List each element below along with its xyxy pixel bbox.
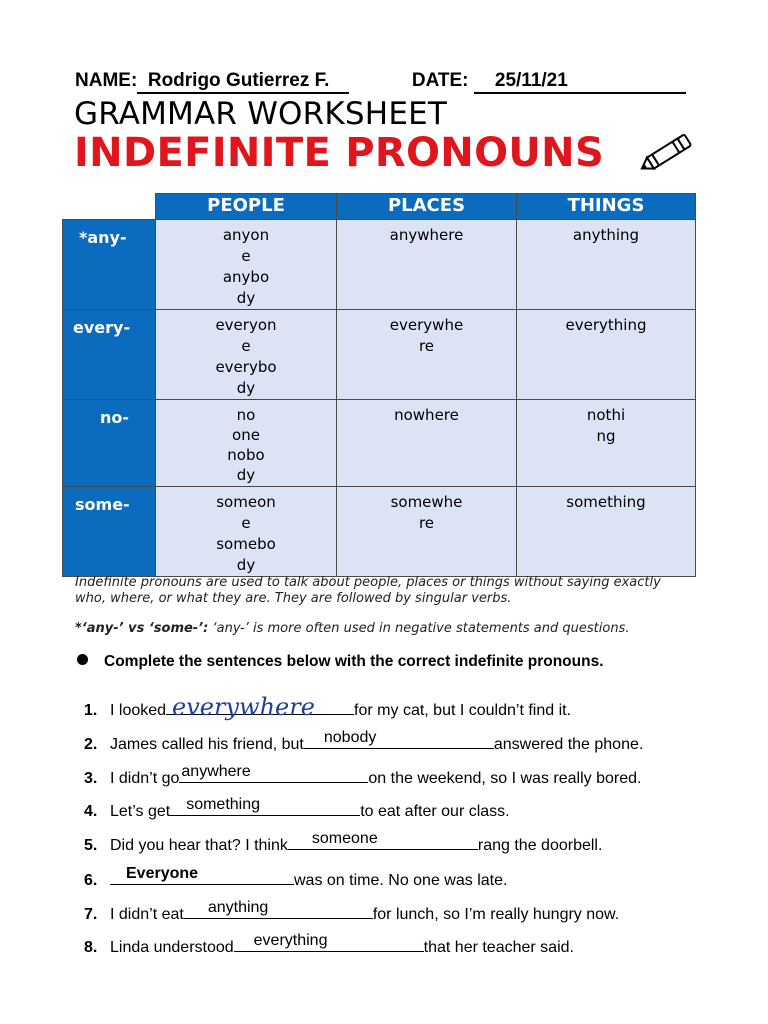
row-header-every: every- xyxy=(63,309,156,399)
answer-blank[interactable]: something xyxy=(170,815,360,816)
worksheet-title: GRAMMAR WORKSHEET xyxy=(74,96,448,132)
table-cell: everything xyxy=(517,309,696,399)
sentence-3: 3. I didn’t go anywhere on the weekend, so I was really bored. xyxy=(84,763,642,787)
definition-note: Indefinite pronouns are used to talk about people, places or things without saying exactly who, where, or what they are. They are followed by singular verbs. xyxy=(75,575,661,606)
name-field[interactable] xyxy=(137,70,349,94)
table-cell: nothi ng xyxy=(517,399,696,486)
table-cell: everywhe re xyxy=(337,309,517,399)
date-field[interactable] xyxy=(474,70,686,94)
instructions: Complete the sentences below with the correct indefinite pronouns. xyxy=(77,653,604,671)
worksheet-subtitle: INDEFINITE PRONOUNS xyxy=(74,130,605,176)
row-header-no: no- xyxy=(63,399,156,486)
answer-blank[interactable]: Everyone xyxy=(110,884,294,885)
column-header-people: PEOPLE xyxy=(156,194,337,220)
column-header-places: PLACES xyxy=(337,194,517,220)
answer-blank[interactable]: anywhere xyxy=(179,782,368,783)
pencil-icon xyxy=(636,132,696,176)
table-cell: anything xyxy=(517,219,696,309)
table-row xyxy=(63,399,696,486)
answer-blank[interactable]: anything xyxy=(184,918,373,919)
sentence-8: 8. Linda understood everything that her teacher said. xyxy=(84,932,574,956)
sentence-5: 5. Did you hear that? I think someone rang the doorbell. xyxy=(84,830,603,854)
answer-blank[interactable] xyxy=(166,693,354,721)
table-cell: nowhere xyxy=(337,399,517,486)
name-label: NAME: xyxy=(75,70,138,91)
row-header-some: some- xyxy=(63,486,156,576)
table-cell: no one nobo dy xyxy=(156,399,337,486)
table-cell: someon e somebo dy xyxy=(156,486,337,576)
sentence-4: 4. Let’s get something to eat after our class. xyxy=(84,796,510,820)
answer-blank[interactable]: everything xyxy=(234,951,424,952)
table-row xyxy=(63,486,696,576)
name-date-line xyxy=(75,70,705,96)
table-cell: somewhe re xyxy=(337,486,517,576)
name-value: Rodrigo Gutierrez F. xyxy=(147,70,330,91)
date-label: DATE: xyxy=(411,70,469,91)
table-cell: anywhere xyxy=(337,219,517,309)
answer-blank[interactable]: someone xyxy=(288,849,478,850)
date-value: 25/11/21 xyxy=(494,70,568,91)
pronoun-table xyxy=(62,193,696,577)
bullet-icon xyxy=(77,654,88,665)
table-cell: something xyxy=(517,486,696,576)
answer-handwritten: everywhere xyxy=(172,693,315,721)
table-cell: anyon e anybo dy xyxy=(156,219,337,309)
sentence-2: 2. James called his friend, but nobody answered the phone. xyxy=(84,729,644,753)
answer-blank[interactable]: nobody xyxy=(304,748,494,749)
any-some-note: *‘any-’ vs ‘some-’: ‘any-’ is more often used in negative statements and questions. xyxy=(75,621,630,636)
table-header-row xyxy=(63,194,696,220)
sentence-1: 1. I looked everywhere for my cat, but I couldn’t find it. xyxy=(84,693,572,721)
table-row xyxy=(63,309,696,399)
sentence-6: 6. Everyone was on time. No one was late. xyxy=(84,865,508,889)
row-header-any: *any- xyxy=(63,219,156,309)
table-row xyxy=(63,219,696,309)
table-cell: everyon e everybo dy xyxy=(156,309,337,399)
sentence-7: 7. I didn’t eat anything for lunch, so I’m really hungry now. xyxy=(84,899,620,923)
column-header-things: THINGS xyxy=(517,194,696,220)
